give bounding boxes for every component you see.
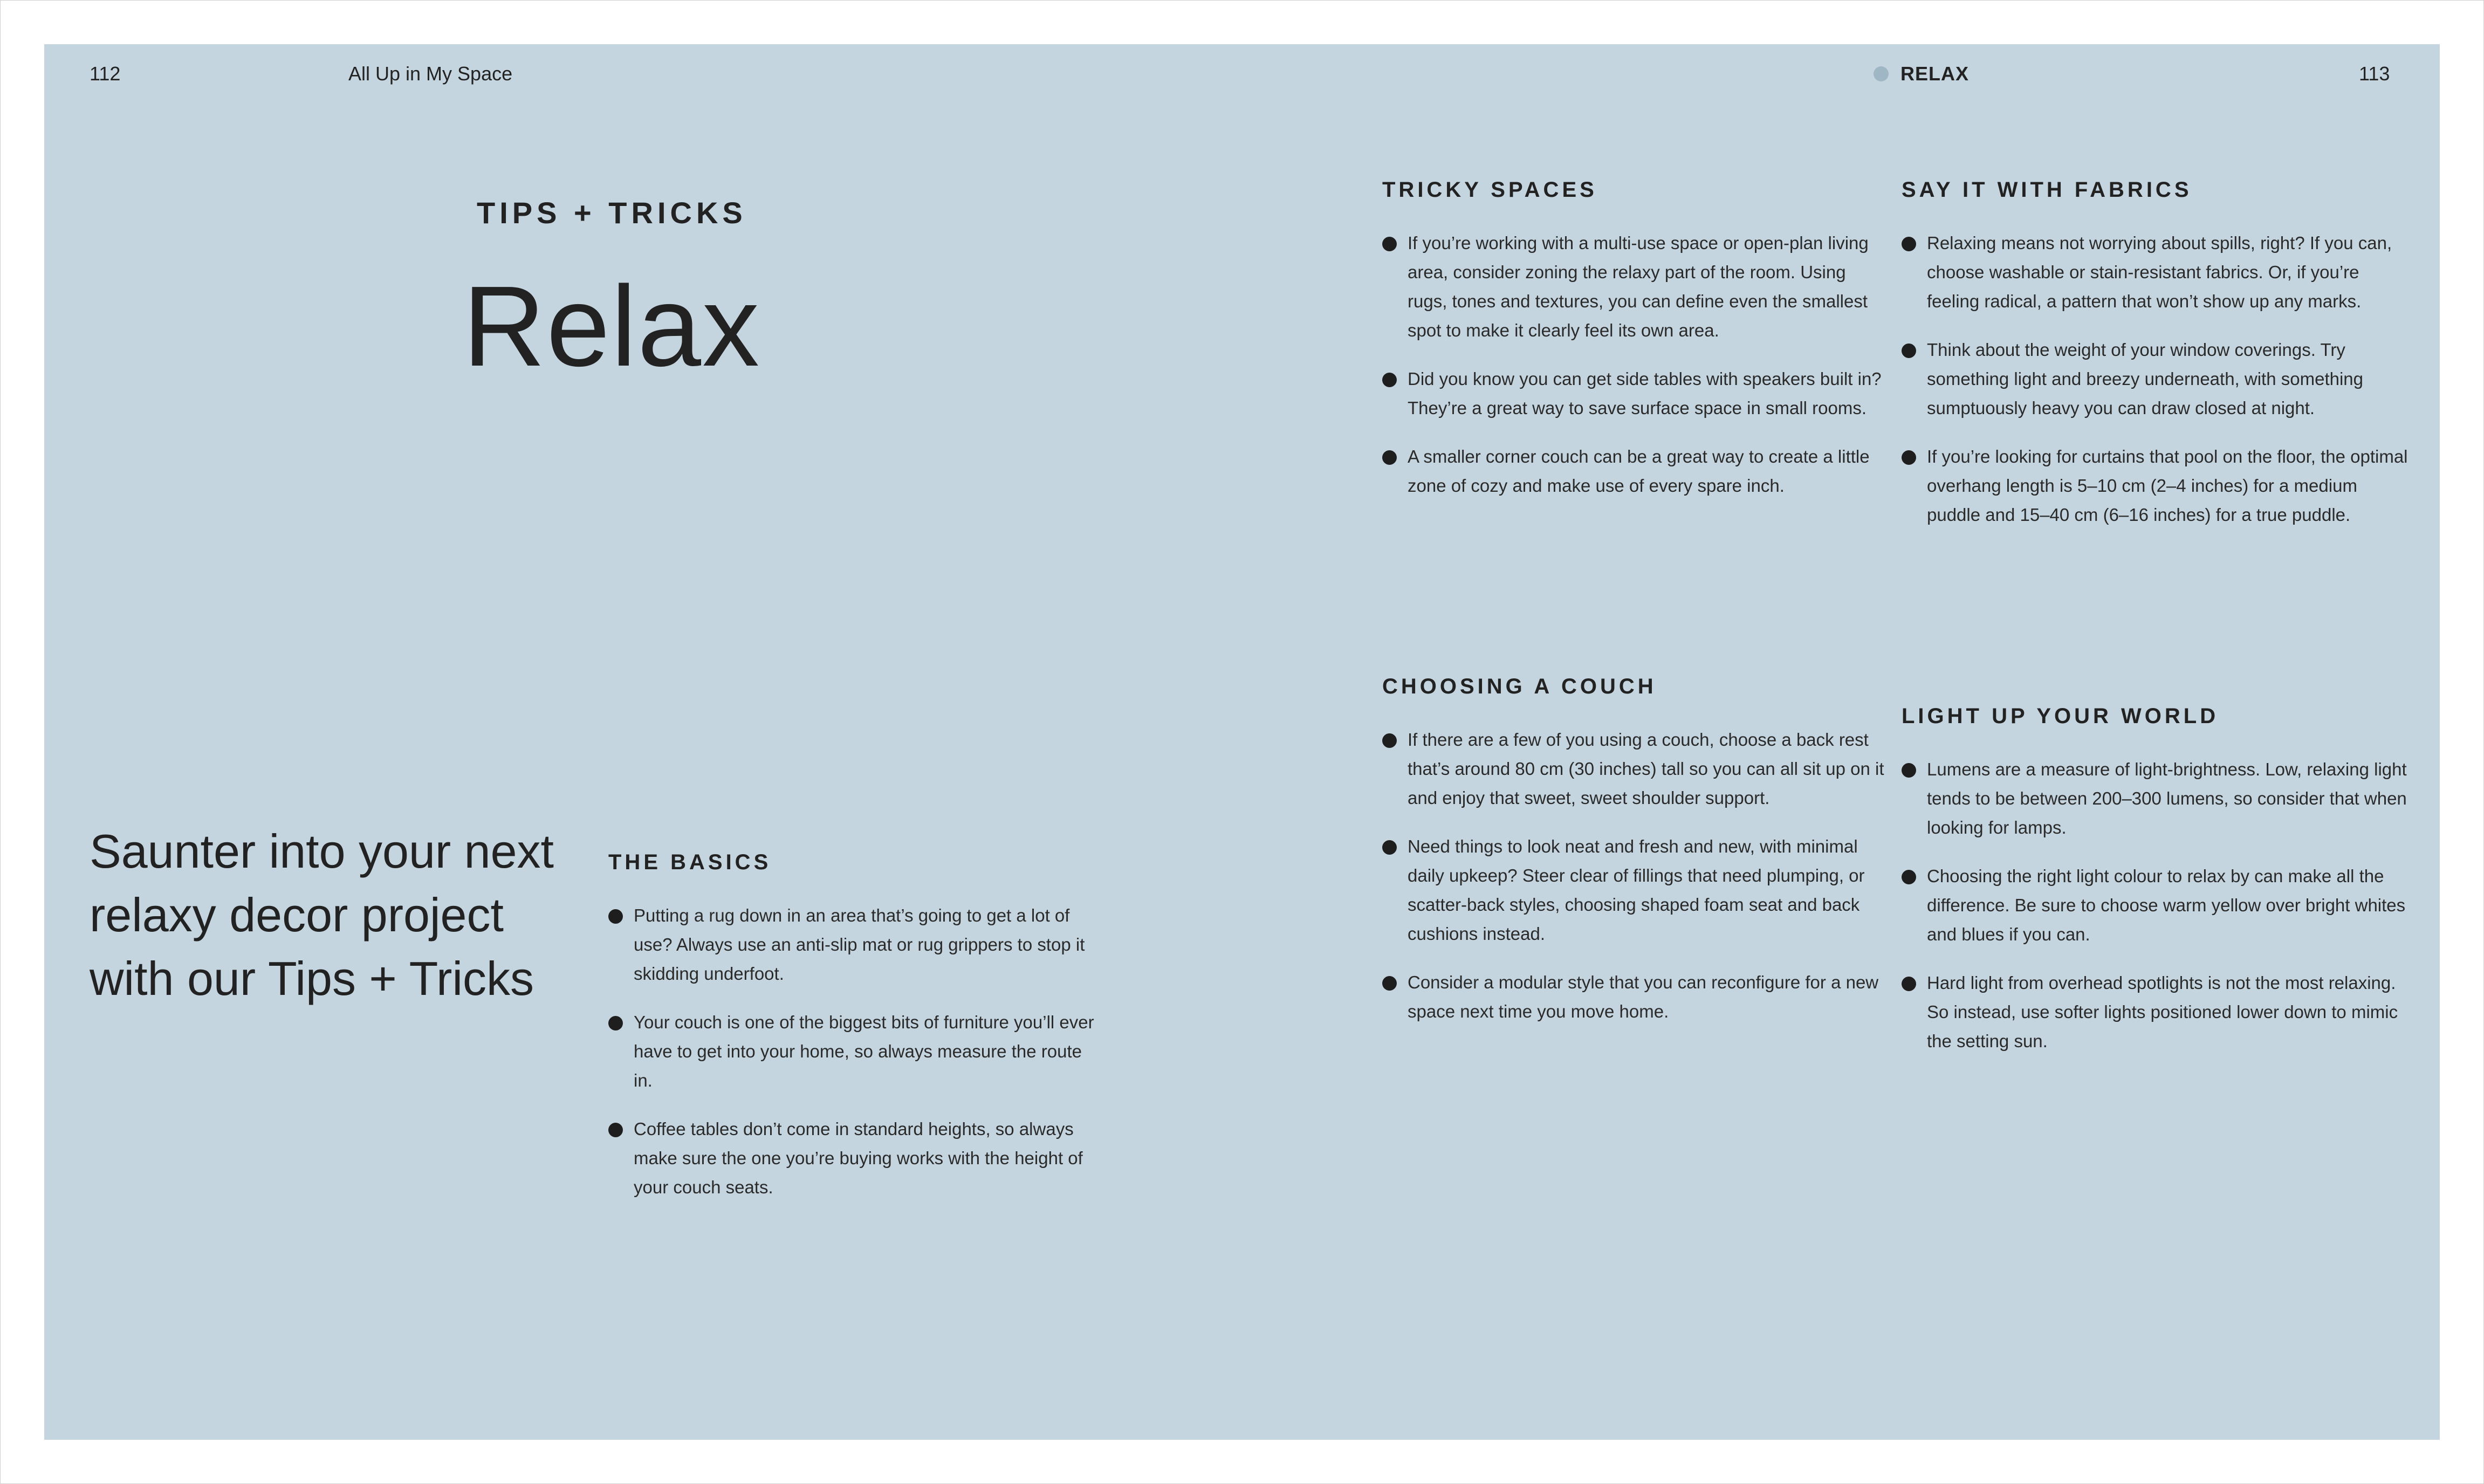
- list-item: Hard light from overhead spotlights is not the most relaxing. So instead, use softer lights positioned lower down to mimic the setting sun.: [1902, 968, 2408, 1056]
- intro-text: Saunter into your next relaxy decor project with our Tips + Tricks: [90, 825, 554, 1005]
- list-item: Putting a rug down in an area that’s going to get a lot of use? Always use an anti-slip mat or rug grippers to stop it skidding underfoot.: [608, 901, 1104, 988]
- list-item: Need things to look neat and fresh and new, with minimal daily upkeep? Steer clear of fillings that need plumping, or scatter-back styles, choosing shaped foam seat and back cushions instead.: [1382, 832, 1889, 949]
- bullet-icon: [1902, 763, 1916, 778]
- list-item: Did you know you can get side tables with speakers built in? They’re a great way to save surface space in small rooms.: [1382, 365, 1889, 423]
- bullet-icon: [1382, 976, 1397, 991]
- section-heading: SAY IT WITH FABRICS: [1902, 178, 2192, 202]
- list-item: Lumens are a measure of light-brightness. Low, relaxing light tends to be between 200–300 lumens, so consider that when looking for lamps.: [1902, 755, 2408, 842]
- list-item: Relaxing means not worrying about spills, right? If you can, choose washable or stain-resistant fabrics. Or, if you’re feeling radical, a pattern that won’t show up any marks.: [1902, 229, 2408, 316]
- section-say-it-with-fabrics: [1902, 176, 2408, 549]
- list-item: If there are a few of you using a couch, choose a back rest that’s around 80 cm (30 inches) tall so you can all sit up on it and enjoy that sweet, sweet shoulder support.: [1382, 725, 1889, 813]
- bullet-icon: [1382, 450, 1397, 465]
- left-page-number: 112: [90, 63, 121, 85]
- section-heading: THE BASICS: [608, 850, 772, 874]
- section-choosing-a-couch: [1382, 672, 1889, 1046]
- page-title: Relax: [463, 262, 761, 390]
- bullet-icon: [1902, 237, 1916, 251]
- bullet-icon: [608, 1123, 623, 1137]
- section-heading: LIGHT UP YOUR WORLD: [1902, 704, 2219, 728]
- list-item: Consider a modular style that you can reconfigure for a new space next time you move home.: [1382, 968, 1889, 1026]
- list-item: Think about the weight of your window coverings. Try something light and breezy underneath, with something sumptuously heavy you can draw closed at night.: [1902, 335, 2408, 423]
- section-heading: CHOOSING A COUCH: [1382, 675, 1657, 698]
- tips-tricks-eyebrow: TIPS + TRICKS: [477, 196, 747, 230]
- bullet-icon: [1902, 343, 1916, 358]
- list-item: Coffee tables don’t come in standard heights, so always make sure the one you’re buying works with the height of your couch seats.: [608, 1115, 1104, 1202]
- bullet-icon: [1382, 237, 1397, 251]
- bullet-icon: [608, 909, 623, 924]
- running-section-title: RELAX: [1900, 63, 1970, 85]
- running-book-title: All Up in My Space: [348, 63, 513, 85]
- list-item: Your couch is one of the biggest bits of furniture you’ll ever have to get into your home, so always measure the route in.: [608, 1008, 1104, 1095]
- right-page-number: 113: [2359, 63, 2390, 85]
- bullet-icon: [1382, 840, 1397, 855]
- list-item: If you’re looking for curtains that pool on the floor, the optimal overhang length is 5–10 cm (2–4 inches) for a medium puddle and 15–40 cm (6–16 inches) for a true puddle.: [1902, 442, 2408, 530]
- section-dot-icon: [1874, 66, 1889, 81]
- section-light-up-your-world: [1902, 702, 2408, 1075]
- list-item: If you’re working with a multi-use space or open-plan living area, consider zoning the relaxy part of the room. Using rugs, tones and textures, you can define even the smallest spot to make it clearly feel its own area.: [1382, 229, 1889, 345]
- bullet-icon: [1902, 977, 1916, 991]
- bullet-icon: [1382, 733, 1397, 748]
- section-tricky-spaces: [1382, 176, 1889, 520]
- bullet-icon: [1902, 870, 1916, 884]
- bullet-icon: [608, 1016, 623, 1030]
- list-item: A smaller corner couch can be a great way to create a little zone of cozy and make use of every spare inch.: [1382, 442, 1889, 500]
- list-item: Choosing the right light colour to relax by can make all the difference. Be sure to choose warm yellow over bright whites and blues if you can.: [1902, 862, 2408, 949]
- section-the-basics: [608, 848, 1104, 1221]
- section-heading: TRICKY SPACES: [1382, 178, 1597, 202]
- bullet-icon: [1902, 450, 1916, 465]
- bullet-icon: [1382, 373, 1397, 387]
